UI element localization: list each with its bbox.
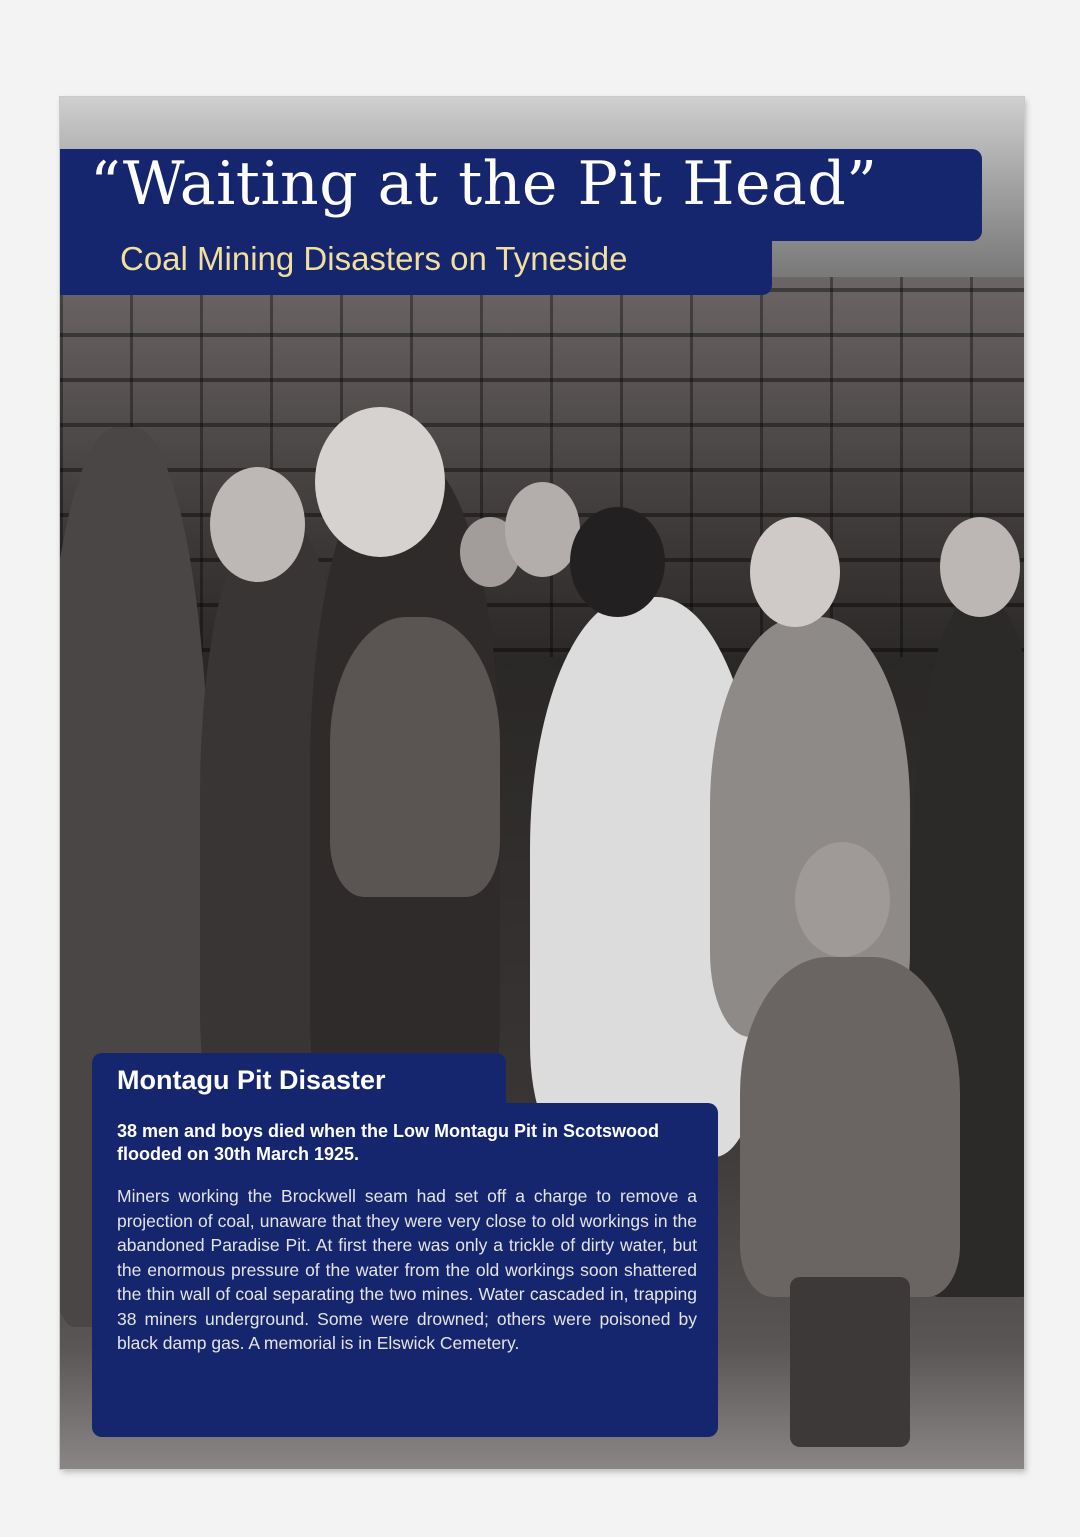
head-child (795, 842, 890, 957)
section-body: Miners working the Brockwell seam had set off a charge to remove a projection of coal, unaware that they were very close to old workings in the abandoned Paradise Pit. At first there was only a trickle of dirty water, but the enormous pressure of the water from the old workings soon shattered the thin wall of coal separating the two mines. Water cascaded in, trapping 38 miners underground. Some were drowned; others were poisoned by black damp gas. A memorial is in Elswick Cemetery. (117, 1186, 697, 1353)
head-back-turned (570, 507, 665, 617)
head-right-edge (940, 517, 1020, 617)
head-woman-1 (210, 467, 305, 582)
poster-title: “Waiting at the Pit Head” (90, 149, 878, 219)
section-lead: 38 men and boys died when the Low Montagu Pit in Scotswood flooded on 30th March 1925. (117, 1121, 660, 1164)
head-background-2 (505, 482, 580, 577)
head-woman-smiling (750, 517, 840, 627)
child-legs (790, 1277, 910, 1447)
figure-child (740, 957, 960, 1297)
postcard (60, 97, 1024, 1469)
poster-subtitle: Coal Mining Disasters on Tyneside (120, 240, 628, 277)
head-woman-2 (315, 407, 445, 557)
section-heading: Montagu Pit Disaster (117, 1065, 386, 1095)
figure-shawl (330, 617, 500, 897)
